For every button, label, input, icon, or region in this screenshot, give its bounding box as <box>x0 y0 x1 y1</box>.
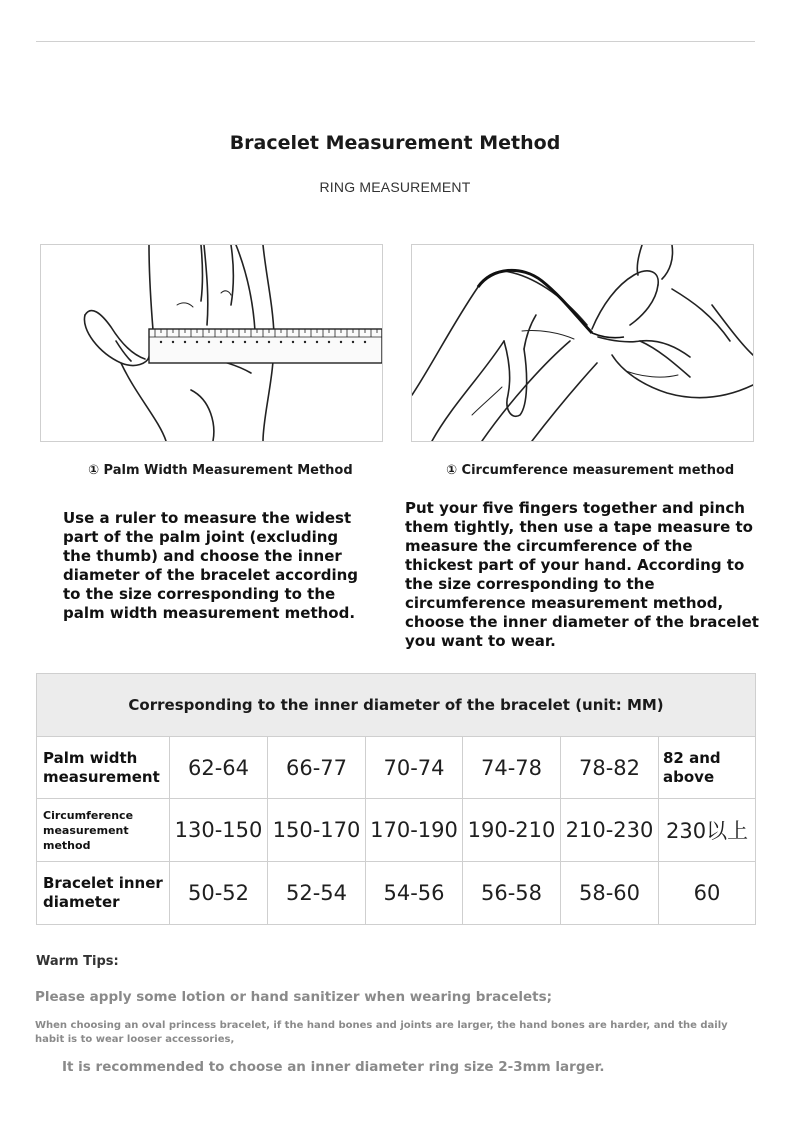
circumference-illustration <box>411 244 754 442</box>
table-header-row <box>37 674 756 737</box>
row-label-palm-width: Palm width measurement <box>37 737 170 799</box>
table-cell: 78-82 <box>561 737 659 799</box>
palm-width-illustration <box>40 244 383 442</box>
palm-width-description: Use a ruler to measure the widest part of the palm joint (excluding the thumb) and choose the inner diameter of the bracelet according to the size corresponding to the palm width measurement method. <box>63 509 358 622</box>
table-cell: 82 and above <box>659 737 756 799</box>
table-cell: 62-64 <box>170 737 268 799</box>
page-subtitle: RING MEASUREMENT <box>319 179 471 195</box>
table-cell: 52-54 <box>268 862 366 925</box>
table-cell: 130-150 <box>170 799 268 862</box>
table-cell: 50-52 <box>170 862 268 925</box>
top-divider <box>36 41 755 42</box>
warm-tip-lotion: Please apply some lotion or hand sanitizer when wearing bracelets; <box>35 989 553 1005</box>
table-cell: 56-58 <box>463 862 561 925</box>
table-cell: 230以上 <box>659 799 756 862</box>
table-cell: 190-210 <box>463 799 561 862</box>
row-label-inner-diameter: Bracelet inner diameter <box>37 862 170 925</box>
page-title: Bracelet Measurement Method <box>229 132 561 154</box>
row-label-circumference: Circumference measurement method <box>37 799 170 862</box>
table-row-inner-diameter <box>37 862 756 925</box>
table-cell: 170-190 <box>366 799 463 862</box>
table-row-circumference <box>37 799 756 862</box>
table-cell: 58-60 <box>561 862 659 925</box>
palm-width-caption: ① Palm Width Measurement Method <box>88 463 353 478</box>
warm-tips-title: Warm Tips: <box>36 954 119 969</box>
table-cell: 74-78 <box>463 737 561 799</box>
table-row-palm-width <box>37 737 756 799</box>
table-cell: 66-77 <box>268 737 366 799</box>
warm-tip-oval-bracelet: When choosing an oval princess bracelet, if the hand bones and joints are larger, the hand bones are harder, and the daily habit is to wear looser accessories, <box>35 1020 728 1045</box>
table-cell: 150-170 <box>268 799 366 862</box>
circumference-caption: ① Circumference measurement method <box>446 463 735 478</box>
size-table <box>36 673 756 925</box>
circumference-description: Put your five fingers together and pinch them tightly, then use a tape measure to measure the circumference of the thickest part of your hand. According to the size corresponding to the circumference measurement method, choose the inner diameter of the bracelet you want to wear. <box>405 499 759 650</box>
table-cell: 54-56 <box>366 862 463 925</box>
table-cell: 70-74 <box>366 737 463 799</box>
table-header: Corresponding to the inner diameter of the bracelet (unit: MM) <box>37 674 756 737</box>
table-cell: 210-230 <box>561 799 659 862</box>
table-cell: 60 <box>659 862 756 925</box>
warm-tip-size-recommendation: It is recommended to choose an inner diameter ring size 2-3mm larger. <box>62 1059 605 1075</box>
